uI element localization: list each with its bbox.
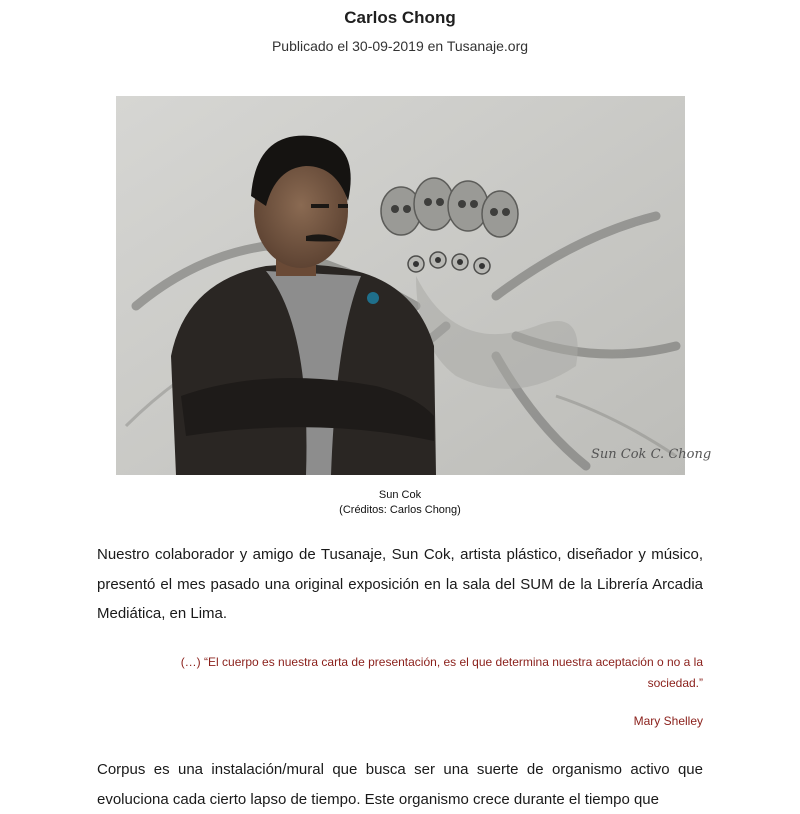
- photo-signature: Sun Cok C. Chong: [591, 447, 712, 462]
- caption-name: Sun Cok: [378, 489, 422, 501]
- body-paragraph-1: Nuestro colaborador y amigo de Tusanaje, Sun Cok, artista plástico, diseñador y músico, presentó el mes pasado una original exposición en la sala del SUM de la Librería Arcadia Mediática, en Lima.: [97, 546, 703, 622]
- photo-caption: [0, 488, 800, 518]
- epigraph-author: Mary Shelley: [633, 714, 703, 728]
- caption-credit: (Créditos: Carlos Chong): [339, 504, 461, 516]
- artist-photo: [116, 96, 712, 475]
- article-title: Carlos Chong: [344, 8, 456, 27]
- epigraph-quote: (…) “El cuerpo es nuestra carta de presentación, es el que determina nuestra aceptación o no a la sociedad.”: [180, 655, 703, 690]
- body-paragraph-2: Corpus es una instalación/mural que busca ser una suerte de organismo activo que evoluciona cada cierto lapso de tiempo. Este organismo crece durante el tiempo que: [97, 761, 703, 808]
- publication-info: Publicado el 30-09-2019 en Tusanaje.org: [271, 38, 529, 54]
